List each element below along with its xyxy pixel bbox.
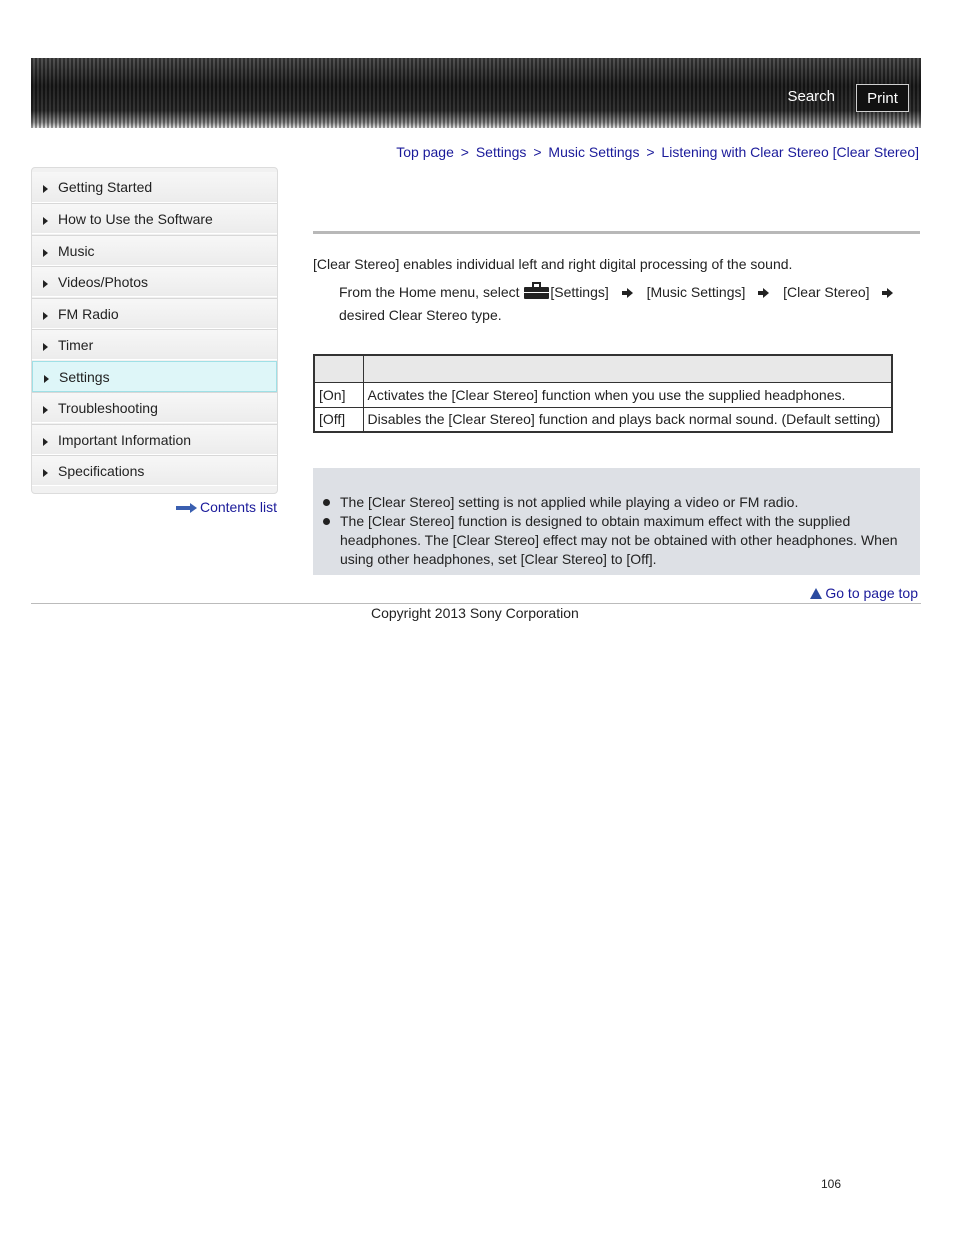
- step-item-clear-stereo: [Clear Stereo]: [783, 284, 870, 300]
- intro-text: [Clear Stereo] enables individual left and right digital processing of the sound.: [313, 256, 793, 272]
- breadcrumb-music-settings[interactable]: Music Settings: [548, 144, 640, 160]
- table-header-cell: [363, 355, 892, 382]
- triangle-right-icon: [43, 280, 48, 288]
- description-cell: Disables the [Clear Stereo] function and plays back normal sound. (Default setting): [363, 407, 892, 432]
- option-cell: [Off]: [314, 407, 363, 432]
- footer-divider: [31, 603, 921, 604]
- list-item: [321, 493, 911, 512]
- option-cell: [On]: [314, 382, 363, 407]
- header-banner: [31, 58, 921, 128]
- note-list: [321, 493, 911, 569]
- breadcrumb-top-page[interactable]: Top page: [396, 144, 454, 160]
- description-cell: Activates the [Clear Stereo] function when you use the supplied headphones.: [363, 382, 892, 407]
- arrow-right-icon: [882, 288, 894, 298]
- note-text: The [Clear Stereo] setting is not applied while playing a video or FM radio.: [340, 494, 799, 510]
- table-header-row: [314, 355, 892, 382]
- triangle-right-icon: [43, 217, 48, 225]
- table-row: [314, 382, 892, 407]
- step-item-settings: [Settings]: [550, 284, 609, 300]
- bullet-icon: [323, 499, 330, 506]
- breadcrumb-separator: >: [460, 144, 469, 160]
- copyright-text: Copyright 2013 Sony Corporation: [371, 605, 579, 621]
- triangle-right-icon: [43, 343, 48, 351]
- breadcrumb-settings[interactable]: Settings: [475, 144, 527, 160]
- sidebar-item-timer[interactable]: [32, 329, 277, 360]
- sidebar-item-label: Troubleshooting: [58, 400, 158, 416]
- step-item-music-settings: [Music Settings]: [646, 284, 746, 300]
- sidebar-item-troubleshooting[interactable]: [32, 392, 277, 423]
- sidebar-nav: [31, 167, 278, 494]
- triangle-right-icon: [43, 312, 48, 320]
- breadcrumb: [396, 144, 919, 160]
- triangle-right-icon: [44, 375, 49, 383]
- sidebar-item-label: How to Use the Software: [58, 211, 213, 227]
- sidebar-item-label: Important Information: [58, 432, 192, 448]
- contents-list-label: Contents list: [199, 499, 277, 515]
- breadcrumb-separator: >: [533, 144, 542, 160]
- triangle-right-icon: [43, 406, 48, 414]
- sidebar-item-music[interactable]: [32, 235, 277, 266]
- breadcrumb-separator: >: [646, 144, 655, 160]
- breadcrumb-current-page[interactable]: Listening with Clear Stereo [Clear Stereo]: [661, 144, 919, 160]
- table-header-cell: [314, 355, 363, 382]
- sidebar-item-getting-started[interactable]: [32, 172, 277, 203]
- options-table: [313, 354, 893, 433]
- step-suffix: desired Clear Stereo type.: [339, 307, 502, 323]
- arrow-right-icon: [758, 288, 770, 298]
- sidebar-item-label: Specifications: [58, 463, 145, 479]
- sidebar-item-fm-radio[interactable]: [32, 298, 277, 329]
- sidebar-item-videos-photos[interactable]: [32, 266, 277, 297]
- print-button[interactable]: Print: [856, 84, 909, 112]
- sidebar-item-important-information[interactable]: [32, 424, 277, 455]
- procedure-step: [339, 281, 909, 327]
- go-to-page-top-link[interactable]: [810, 585, 918, 601]
- step-prefix: From the Home menu, select: [339, 284, 520, 300]
- note-box: [313, 468, 920, 575]
- bullet-icon: [323, 518, 330, 525]
- title-divider: [313, 231, 920, 234]
- contents-list-link[interactable]: [176, 499, 277, 515]
- page-top-label: Go to page top: [825, 585, 918, 601]
- triangle-right-icon: [43, 438, 48, 446]
- sidebar-item-label: Getting Started: [58, 179, 153, 195]
- sidebar-item-label: Videos/Photos: [58, 274, 149, 290]
- sidebar-item-specifications[interactable]: [32, 455, 277, 486]
- arrow-right-icon: [176, 503, 198, 513]
- sidebar-item-label: FM Radio: [58, 306, 119, 322]
- triangle-up-icon: [810, 588, 822, 599]
- list-item: [321, 512, 911, 569]
- note-text: The [Clear Stereo] function is designed to obtain maximum effect with the supplied headphones. The [Clear Stereo] effect may not be obtained with other headphones. When using other headphones, set [Clear Stereo] to [Off].: [340, 513, 898, 567]
- sidebar-item-settings[interactable]: [32, 361, 277, 392]
- sidebar-item-label: Timer: [58, 337, 94, 353]
- triangle-right-icon: [43, 469, 48, 477]
- table-row: [314, 407, 892, 432]
- triangle-right-icon: [43, 185, 48, 193]
- sidebar-item-label: Music: [58, 243, 95, 259]
- page-number: 106: [821, 1177, 842, 1191]
- search-link[interactable]: Search: [787, 88, 835, 105]
- toolbox-icon: [524, 282, 549, 299]
- sidebar-item-label: Settings: [59, 369, 110, 385]
- sidebar-item-how-to-use-software[interactable]: [32, 203, 277, 234]
- triangle-right-icon: [43, 249, 48, 257]
- arrow-right-icon: [622, 288, 634, 298]
